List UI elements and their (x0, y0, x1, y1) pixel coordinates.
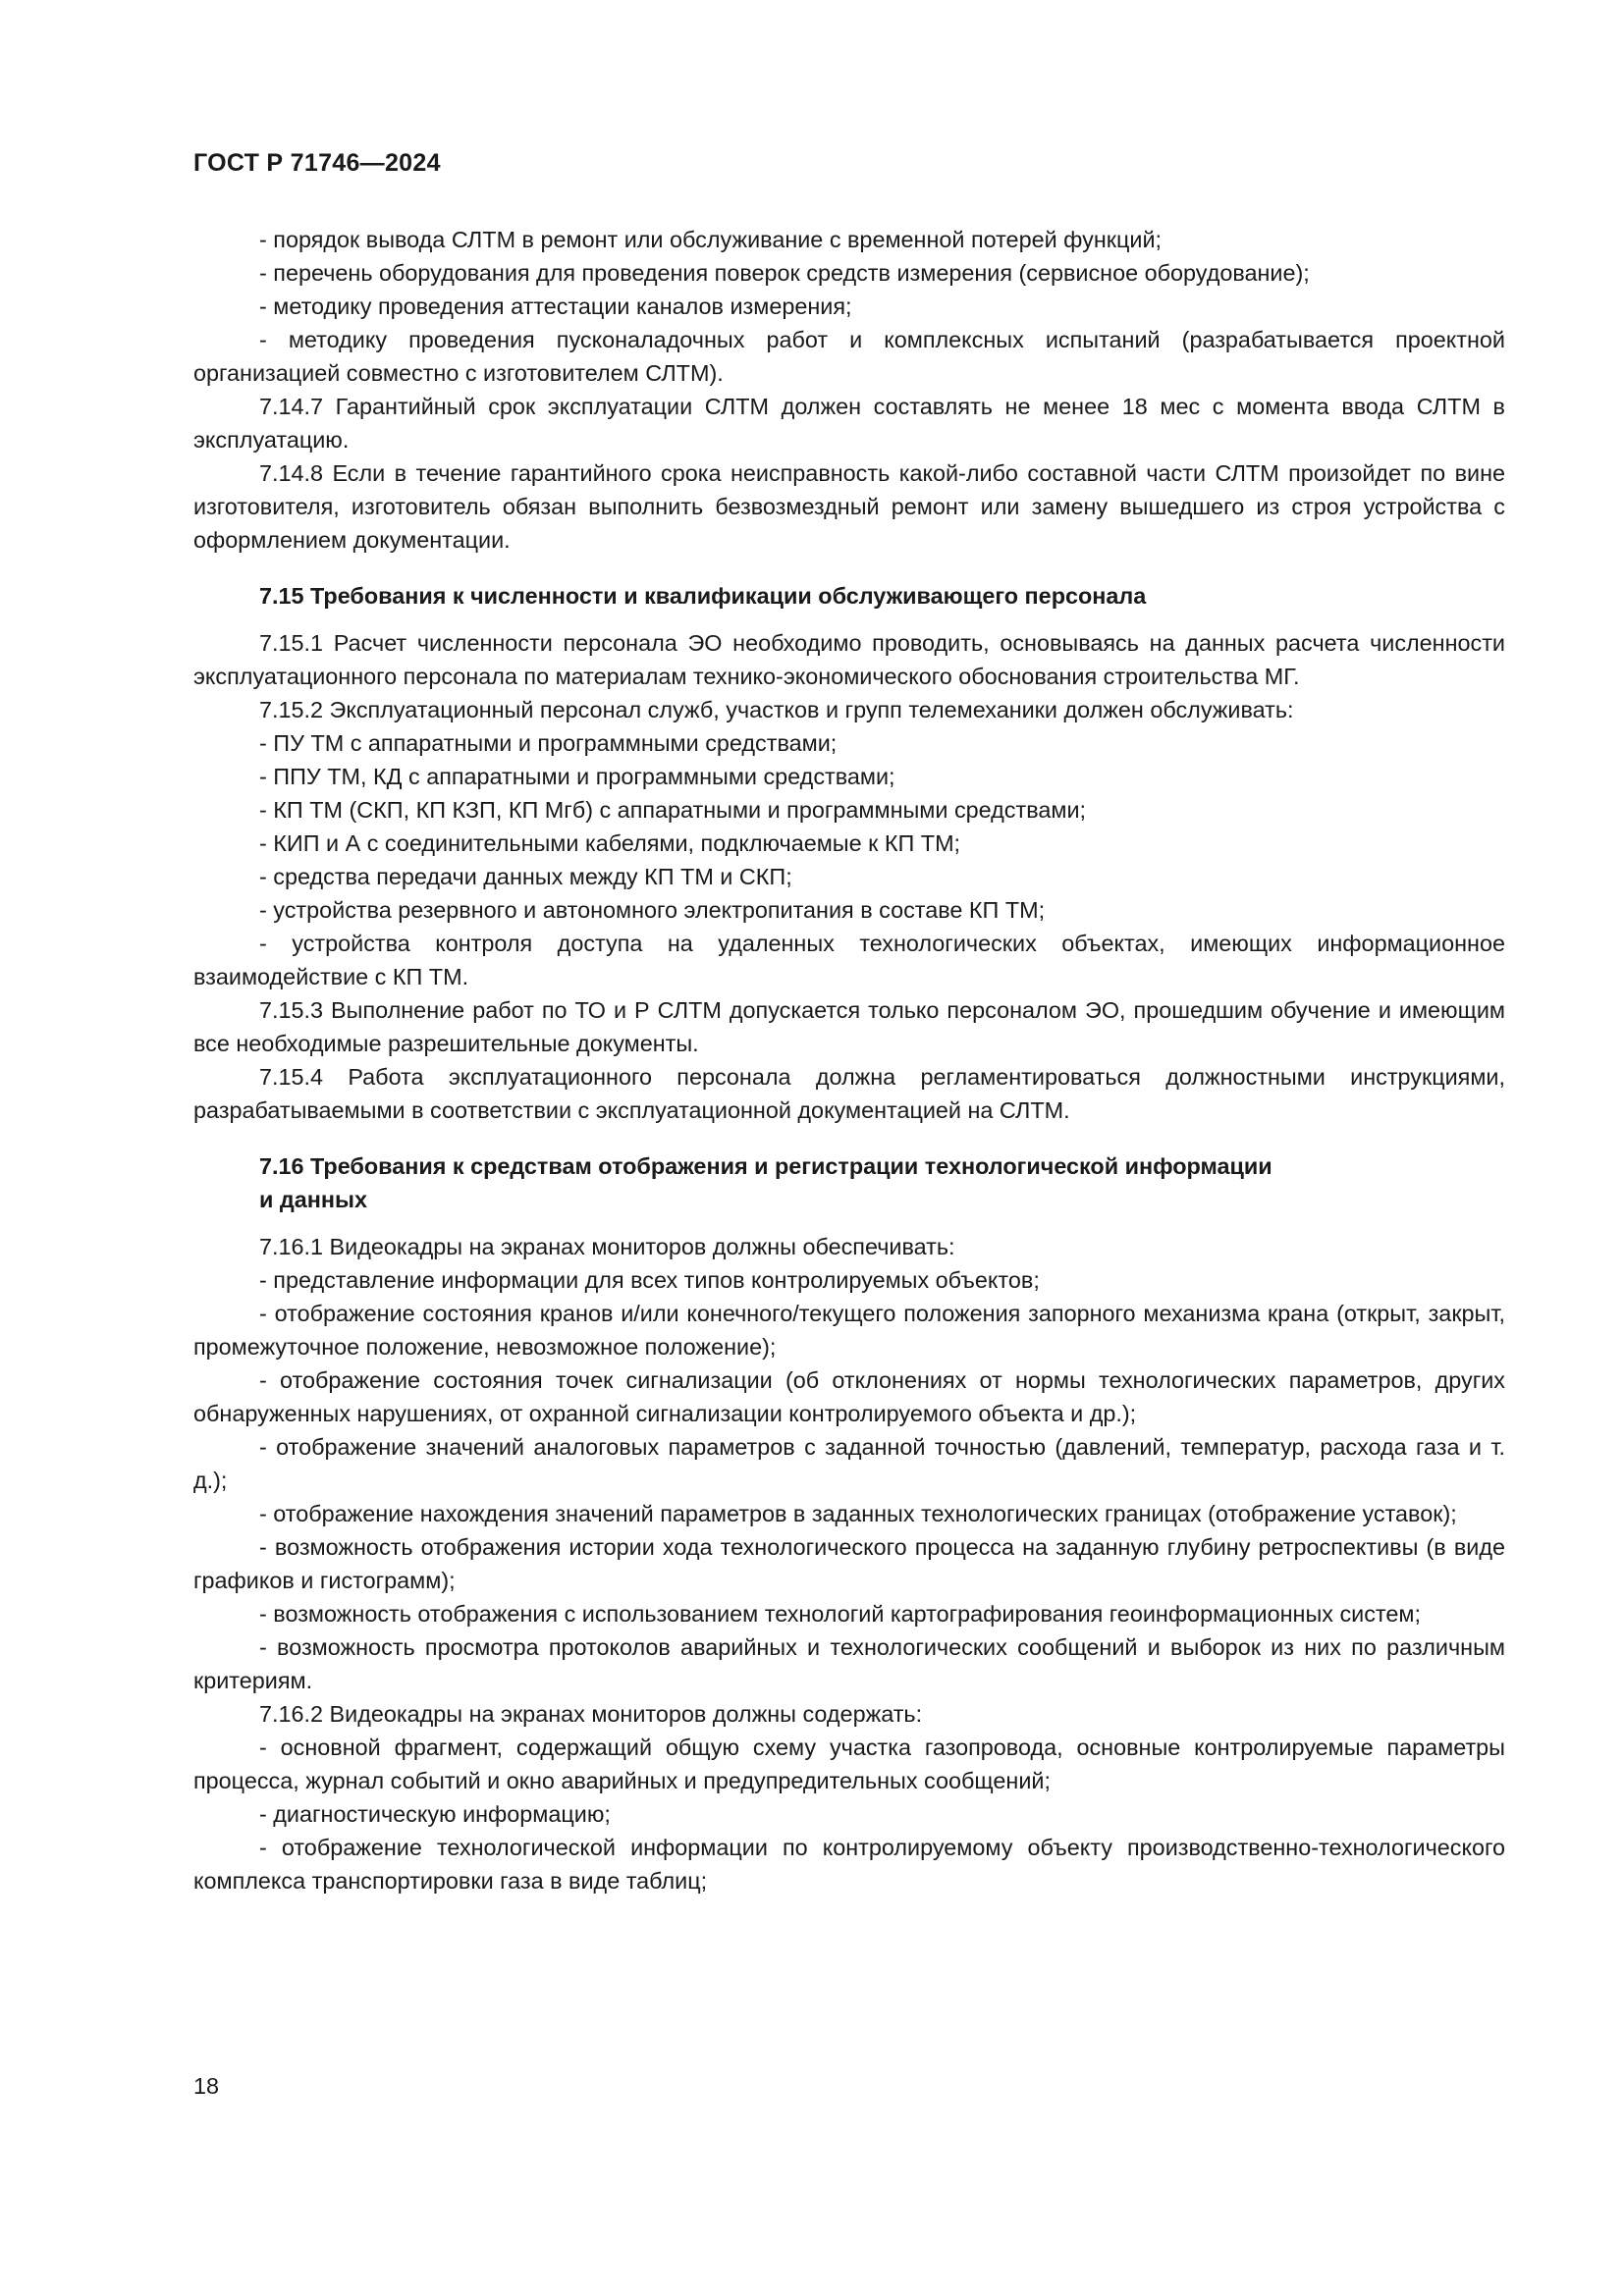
list-item: - возможность отображения истории хода технологического процесса на заданную глубину ретроспективы (в виде графиков и гистограмм); (193, 1534, 1505, 1593)
list-item: - методику проведения аттестации каналов измерения; (259, 294, 852, 319)
list-item: - отображение нахождения значений параметров в заданных технологических границах (отображение уставок); (259, 1501, 1457, 1526)
clause-7-15-4: 7.15.4 Работа эксплуатационного персонала должна регламентироваться должностными инструкциями, разрабатываемыми в соответствии с эксплуатационной документацией на СЛТМ. (193, 1064, 1505, 1123)
section-heading-line: 7.16 Требования к средствам отображения и регистрации технологической информации (259, 1153, 1272, 1179)
section-heading-7-15: 7.15 Требования к численности и квалификации обслуживающего персонала (259, 583, 1147, 609)
clause-7-15-2: 7.15.2 Эксплуатационный персонал служб, участков и групп телемеханики должен обслуживать: (259, 697, 1294, 722)
page-content (193, 223, 1505, 1897)
list-item: - отображение состояния точек сигнализации (об отклонениях от нормы технологических параметров, других обнаруженных нарушениях, от охранной сигнализации контролируемого объекта и др.); (193, 1367, 1505, 1426)
section-heading-7-16 (193, 1149, 1505, 1216)
list-item: - ППУ ТМ, КД с аппаратными и программными средствами; (259, 764, 895, 789)
list-item: - отображение значений аналоговых параметров с заданной точностью (давлений, температур, расхода газа и т. д.); (193, 1434, 1505, 1493)
list-item: - отображение состояния кранов и/или конечного/текущего положения запорного механизма крана (открыт, закрыт, промежуточное положение, невозможное положение); (193, 1301, 1505, 1360)
list-item: - устройства контроля доступа на удаленных технологических объектах, имеющих информационное взаимодействие с КП ТМ. (193, 931, 1505, 989)
clause-7-15-1: 7.15.1 Расчет численности персонала ЭО необходимо проводить, основываясь на данных расчета численности эксплуатационного персонала по материалам технико-экономического обоснования строительства МГ. (193, 630, 1505, 689)
document-header: ГОСТ Р 71746—2024 (193, 149, 441, 177)
list-item: - устройства резервного и автономного электропитания в составе КП ТМ; (259, 897, 1046, 923)
list-item: - средства передачи данных между КП ТМ и СКП; (259, 864, 792, 889)
list-item: - перечень оборудования для проведения поверок средств измерения (сервисное оборудование); (259, 260, 1310, 286)
list-item: - методику проведения пусконаладочных работ и комплексных испытаний (разрабатывается проектной организацией совместно с изготовителем СЛТМ). (193, 327, 1505, 386)
list-item: - отображение технологической информации по контролируемому объекту производственно-технологического комплекса транспортировки газа в виде таблиц; (193, 1835, 1505, 1894)
section-heading-line: и данных (259, 1187, 367, 1212)
clause-7-16-2: 7.16.2 Видеокадры на экранах мониторов должны содержать: (259, 1701, 923, 1727)
list-item: - представление информации для всех типов контролируемых объектов; (259, 1267, 1040, 1293)
page-number: 18 (193, 2073, 220, 2099)
list-item: - ПУ ТМ с аппаратными и программными средствами; (259, 730, 838, 756)
list-item: - возможность отображения с использованием технологий картографирования геоинформационных систем; (259, 1601, 1421, 1627)
clause-7-16-1: 7.16.1 Видеокадры на экранах мониторов должны обеспечивать: (259, 1234, 955, 1259)
clause-7-14-8: 7.14.8 Если в течение гарантийного срока неисправность какой-либо составной части СЛТМ произойдет по вине изготовителя, изготовитель обязан выполнить безвозмездный ремонт или замену вышедшего из строя устройства с оформлением документации. (193, 460, 1505, 553)
list-item: - порядок вывода СЛТМ в ремонт или обслуживание с временной потерей функций; (259, 227, 1163, 252)
clause-7-15-3: 7.15.3 Выполнение работ по ТО и Р СЛТМ допускается только персоналом ЭО, прошедшим обучение и имеющим все необходимые разрешительные документы. (193, 997, 1505, 1056)
list-item: - КИП и А с соединительными кабелями, подключаемые к КП ТМ; (259, 830, 961, 856)
list-item: - возможность просмотра протоколов аварийных и технологических сообщений и выборок из них по различным критериям. (193, 1634, 1505, 1693)
list-item: - основной фрагмент, содержащий общую схему участка газопровода, основные контролируемые параметры процесса, журнал событий и окно аварийных и предупредительных сообщений; (193, 1735, 1505, 1793)
list-item: - диагностическую информацию; (259, 1801, 611, 1827)
list-item: - КП ТМ (СКП, КП КЗП, КП Мгб) с аппаратными и программными средствами; (259, 797, 1087, 823)
clause-7-14-7: 7.14.7 Гарантийный срок эксплуатации СЛТМ должен составлять не менее 18 мес с момента ввода СЛТМ в эксплуатацию. (193, 394, 1505, 453)
